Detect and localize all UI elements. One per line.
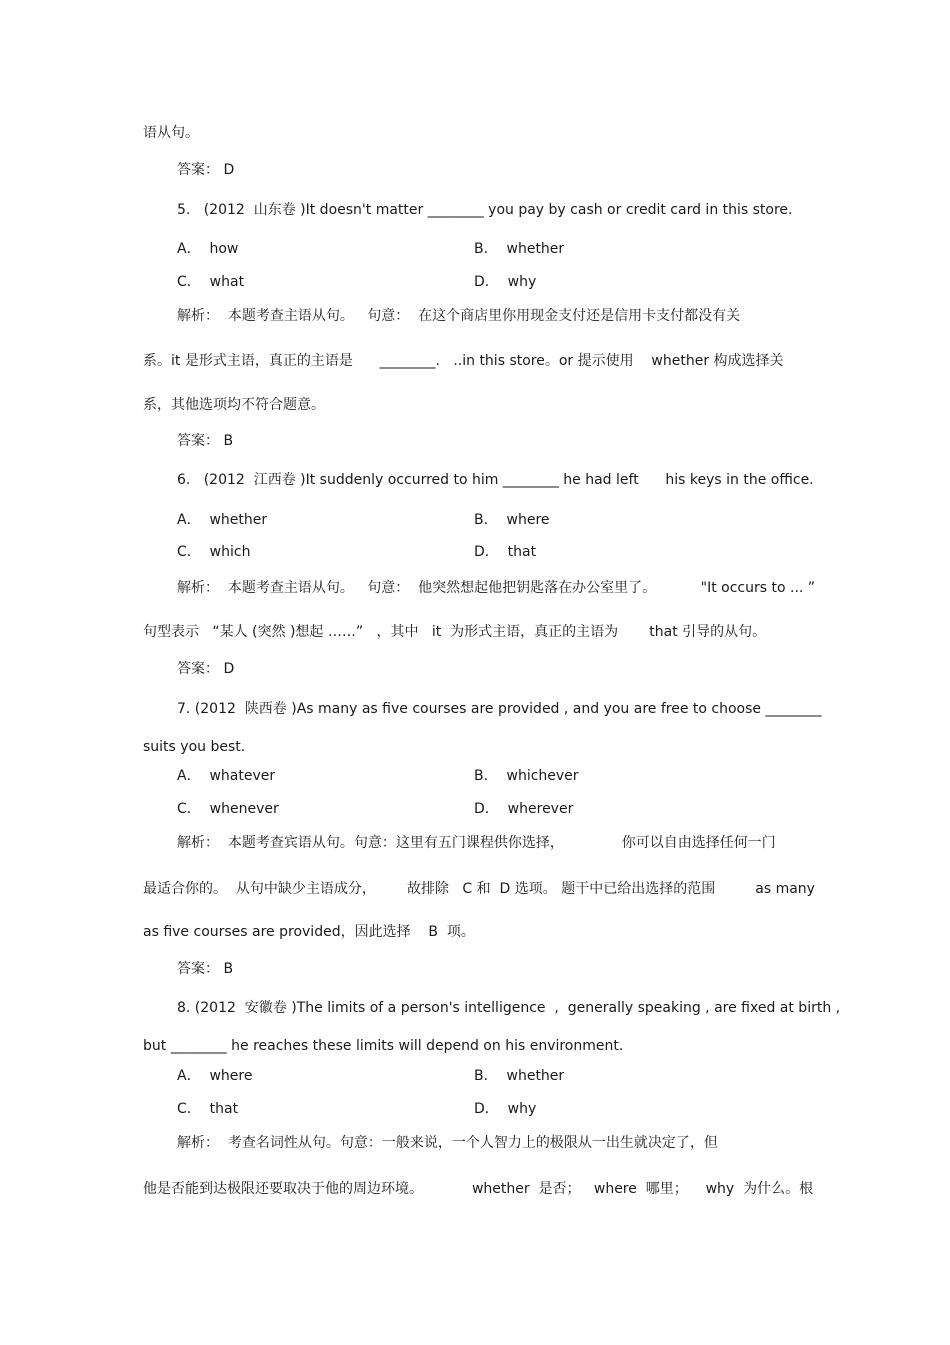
analysis-line: 他是否能到达极限还要取决于他的周边环境。 whether 是否； where 哪里； why 为什么。根 (143, 1181, 814, 1197)
option-d: D． wherever (474, 801, 574, 817)
question-5: 5. (2012 山东卷 )It doesn't matter ________ you pay by cash or credit card in this store. (177, 202, 793, 218)
analysis-line: 句型表示 “某人 (突然 )想起 ……” ，其中 it 为形式主语，真正的主语为 that 引导的从句。 (143, 624, 767, 640)
answer-line: 答案： D (177, 162, 235, 178)
analysis-line: 系。it 是形式主语，真正的主语是 ________. ..in this store。or 提示使用 whether 构成选择关 (143, 353, 784, 369)
option-b: B． whether (474, 1068, 565, 1084)
option-a: A． whatever (177, 768, 276, 784)
analysis-line: 解析： 本题考查主语从句。 句意： 在这个商店里你用现金支付还是信用卡支付都没有关 (177, 308, 741, 324)
question-7: 7. (2012 陕西卷 )As many as five courses are provided , and you are free to choose ________ (177, 701, 822, 717)
option-c: C． which (177, 544, 251, 560)
option-c: C． what (177, 274, 245, 290)
option-c: C． that (177, 1101, 239, 1117)
option-b: B． whether (474, 241, 565, 257)
option-d: D． why (474, 274, 537, 290)
text-line: 语从句。 (143, 125, 199, 141)
option-a: A． how (177, 241, 239, 257)
answer-line: 答案： B (177, 433, 234, 449)
analysis-line: 解析： 考查名词性从句。句意：一般来说，一个人智力上的极限从一出生就决定了，但 (177, 1135, 718, 1151)
question-8-cont: but ________ he reaches these limits will depend on his environment. (143, 1038, 624, 1054)
question-8: 8. (2012 安徽卷 )The limits of a person's intelligence , generally speaking , are fixed at birth , (177, 1000, 841, 1016)
analysis-line: 解析： 本题考查宾语从句。句意：这里有五门课程供你选择， 你可以自由选择任何一门 (177, 835, 776, 851)
option-d: D． that (474, 544, 537, 560)
question-7-cont: suits you best. (143, 739, 246, 755)
question-6: 6. (2012 江西卷 )It suddenly occurred to him ________ he had left his keys in the office. (177, 472, 814, 488)
option-d: D． why (474, 1101, 537, 1117)
analysis-line: as five courses are provided，因此选择 B 项。 (143, 924, 475, 940)
answer-line: 答案： D (177, 661, 235, 677)
option-b: B． whichever (474, 768, 579, 784)
analysis-line: 最适合你的。 从句中缺少主语成分， 故排除 C 和 D 选项。 题干中已给出选择的范围 as many (143, 881, 815, 897)
option-a: A． where (177, 1068, 253, 1084)
analysis-line: 解析： 本题考查主语从句。 句意： 他突然想起他把钥匙落在办公室里了。 "It occurs to ... ” (177, 580, 816, 596)
option-a: A． whether (177, 512, 268, 528)
analysis-line: 系，其他选项均不符合题意。 (143, 397, 325, 413)
option-c: C． whenever (177, 801, 279, 817)
answer-line: 答案： B (177, 961, 234, 977)
option-b: B． where (474, 512, 550, 528)
